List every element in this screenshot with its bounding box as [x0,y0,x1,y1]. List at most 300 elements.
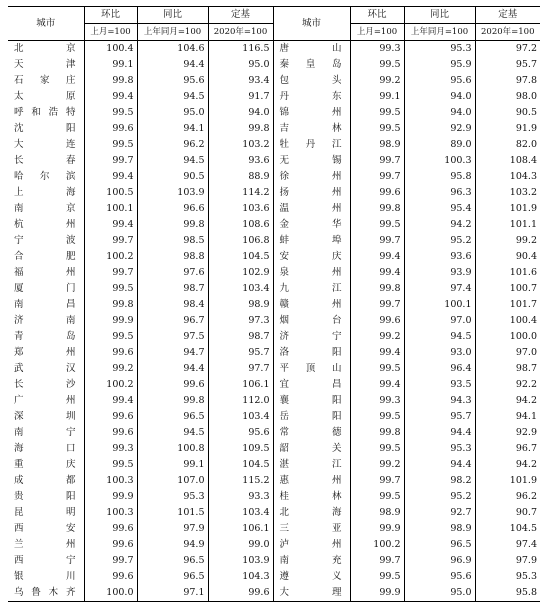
yoy-value: 96.2 [137,137,208,153]
yoy-value: 107.0 [137,473,208,489]
yoy-value: 95.0 [404,585,475,602]
yoy-value: 93.0 [404,345,475,361]
city-name: 成都 [14,475,76,486]
yoy-value: 95.0 [137,105,208,121]
city-name: 昆明 [14,507,76,518]
mom-value: 99.6 [84,537,137,553]
yoy-value: 94.3 [404,393,475,409]
city-name: 银川 [14,571,76,582]
mom-value: 99.9 [84,489,137,505]
yoy-value: 94.2 [404,217,475,233]
base-value: 97.8 [475,73,540,89]
mom-value: 99.5 [350,217,404,233]
yoy-value: 96.7 [137,313,208,329]
mom-value: 99.6 [84,409,137,425]
table-row [8,153,540,169]
city-name: 洛阳 [273,345,350,361]
yoy-value: 100.8 [137,441,208,457]
header-row [8,7,540,24]
mom-value: 99.6 [350,313,404,329]
base-value: 90.7 [475,505,540,521]
mom-value: 99.9 [350,521,404,537]
city-name: 北京 [14,43,76,54]
city-name: 上海 [14,187,76,198]
base-value: 95.8 [475,585,540,602]
base-value: 92.2 [475,377,540,393]
table-row [8,425,540,441]
city-name: 九江 [273,281,350,297]
subheader-base-right: 2020年=100 [475,24,540,41]
yoy-value: 94.5 [137,153,208,169]
base-value: 101.6 [475,265,540,281]
mom-value: 99.9 [84,313,137,329]
mom-value: 99.6 [350,185,404,201]
city-name: 宜昌 [273,377,350,393]
base-value: 95.7 [475,57,540,73]
table-row [8,489,540,505]
base-value: 97.2 [475,41,540,58]
city-name: 唐山 [273,41,350,58]
mom-value: 99.4 [350,265,404,281]
mom-value: 99.8 [350,201,404,217]
city-name: 秦皇岛 [273,57,350,73]
base-value: 114.2 [208,185,273,201]
mom-value: 99.4 [350,377,404,393]
mom-value: 99.8 [84,297,137,313]
table-row [8,457,540,473]
base-value: 91.9 [475,121,540,137]
base-value: 98.7 [475,361,540,377]
yoy-value: 94.4 [404,457,475,473]
yoy-value: 93.5 [404,377,475,393]
base-value: 108.4 [475,153,540,169]
base-value: 98.0 [475,89,540,105]
table-row [8,473,540,489]
city-name: 厦门 [14,283,76,294]
mom-value: 99.1 [350,89,404,105]
table-row [8,169,540,185]
base-value: 103.6 [208,201,273,217]
mom-value: 98.9 [350,137,404,153]
mom-value: 100.3 [84,473,137,489]
mom-value: 99.4 [84,169,137,185]
mom-value: 99.5 [350,489,404,505]
yoy-value: 94.0 [404,89,475,105]
yoy-value: 95.7 [404,409,475,425]
yoy-value: 97.5 [137,329,208,345]
mom-value: 100.2 [350,537,404,553]
base-value: 94.2 [475,457,540,473]
table-row [8,281,540,297]
mom-value: 99.5 [84,137,137,153]
base-value: 104.3 [208,569,273,585]
mom-value: 99.5 [350,409,404,425]
table-row [8,377,540,393]
city-name: 丹东 [273,89,350,105]
mom-value: 99.5 [84,329,137,345]
base-value: 103.9 [208,553,273,569]
base-value: 115.2 [208,473,273,489]
base-value: 97.3 [208,313,273,329]
mom-value: 99.2 [84,361,137,377]
city-name: 泉州 [273,265,350,281]
city-name: 西宁 [14,555,76,566]
table-row [8,313,540,329]
mom-value: 99.6 [84,521,137,537]
city-name: 石家庄 [14,75,76,86]
yoy-value: 95.6 [404,569,475,585]
base-value: 104.5 [475,521,540,537]
city-name: 重庆 [14,459,76,470]
city-name: 赣州 [273,297,350,313]
yoy-value: 95.4 [404,201,475,217]
mom-value: 99.5 [84,457,137,473]
table-row [8,41,540,58]
mom-value: 99.7 [84,153,137,169]
mom-value: 100.3 [84,505,137,521]
mom-value: 100.0 [84,585,137,602]
yoy-value: 94.7 [137,345,208,361]
yoy-value: 92.7 [404,505,475,521]
city-name: 泸州 [273,537,350,553]
yoy-value: 98.8 [137,249,208,265]
city-name: 韶关 [273,441,350,457]
mom-value: 100.1 [84,201,137,217]
city-name: 三亚 [273,521,350,537]
city-name: 西安 [14,523,76,534]
table-row [8,57,540,73]
city-name: 大理 [273,585,350,602]
base-value: 95.0 [208,57,273,73]
table-row [8,105,540,121]
yoy-value: 94.9 [137,537,208,553]
yoy-value: 95.2 [404,489,475,505]
yoy-value: 94.0 [404,105,475,121]
yoy-value: 92.9 [404,121,475,137]
base-value: 99.2 [475,233,540,249]
yoy-value: 97.9 [137,521,208,537]
base-value: 103.2 [208,137,273,153]
city-name: 青岛 [14,331,76,342]
base-value: 91.7 [208,89,273,105]
city-name: 武汉 [14,363,76,374]
mom-value: 100.2 [84,377,137,393]
city-name: 金华 [273,217,350,233]
yoy-value: 96.4 [404,361,475,377]
subheader-yoy-right: 上年同月=100 [404,24,475,41]
yoy-value: 90.5 [137,169,208,185]
table-row [8,361,540,377]
city-name: 郑州 [14,347,76,358]
mom-value: 99.3 [84,441,137,457]
city-name: 南宁 [14,427,76,438]
city-name: 常德 [273,425,350,441]
yoy-value: 89.0 [404,137,475,153]
city-name: 包头 [273,73,350,89]
yoy-value: 104.6 [137,41,208,58]
base-value: 99.6 [208,585,273,602]
base-value: 101.9 [475,473,540,489]
city-name: 烟台 [273,313,350,329]
city-name: 大连 [14,139,76,150]
city-name: 扬州 [273,185,350,201]
mom-value: 99.2 [350,73,404,89]
base-value: 100.7 [475,281,540,297]
mom-value: 99.5 [350,105,404,121]
city-name: 沈阳 [14,123,76,134]
city-name: 长沙 [14,379,76,390]
yoy-value: 93.9 [404,265,475,281]
header-base-left: 定基 [208,7,273,24]
yoy-value: 95.9 [404,57,475,73]
yoy-value: 96.3 [404,185,475,201]
table-row [8,73,540,89]
city-name: 太原 [14,91,76,102]
yoy-value: 99.1 [137,457,208,473]
yoy-value: 99.8 [137,393,208,409]
yoy-value: 94.4 [137,361,208,377]
yoy-value: 95.3 [404,41,475,58]
mom-value: 99.3 [350,393,404,409]
mom-value: 99.8 [350,425,404,441]
base-value: 93.3 [208,489,273,505]
base-value: 109.5 [208,441,273,457]
table-row [8,217,540,233]
city-name: 济南 [14,315,76,326]
yoy-value: 95.8 [404,169,475,185]
city-name: 遵义 [273,569,350,585]
yoy-value: 94.4 [137,57,208,73]
table-row [8,441,540,457]
base-value: 96.2 [475,489,540,505]
city-name: 南昌 [14,299,76,310]
mom-value: 99.7 [350,169,404,185]
base-value: 97.4 [475,537,540,553]
table-row [8,409,540,425]
city-name: 哈尔滨 [14,171,76,182]
table-body [8,41,540,602]
yoy-value: 100.3 [404,153,475,169]
table-row [8,201,540,217]
mom-value: 98.9 [350,505,404,521]
subheader-mom-right: 上月=100 [350,24,404,41]
yoy-value: 98.4 [137,297,208,313]
mom-value: 99.6 [84,121,137,137]
base-value: 97.0 [475,345,540,361]
base-value: 93.6 [208,153,273,169]
mom-value: 99.7 [350,297,404,313]
base-value: 101.9 [475,201,540,217]
base-value: 94.0 [208,105,273,121]
base-value: 90.5 [475,105,540,121]
base-value: 95.6 [208,425,273,441]
city-name: 贵阳 [14,491,76,502]
table-row [8,249,540,265]
city-name: 惠州 [273,473,350,489]
city-name: 兰州 [14,539,76,550]
city-name: 宁波 [14,235,76,246]
base-value: 102.9 [208,265,273,281]
yoy-value: 101.5 [137,505,208,521]
mom-value: 99.7 [84,265,137,281]
base-value: 99.8 [208,121,273,137]
yoy-value: 95.6 [404,73,475,89]
yoy-value: 99.8 [137,217,208,233]
mom-value: 99.5 [350,57,404,73]
mom-value: 99.7 [350,233,404,249]
yoy-value: 103.9 [137,185,208,201]
subheader-base-left: 2020年=100 [208,24,273,41]
yoy-value: 97.0 [404,313,475,329]
header-yoy-right: 同比 [404,7,475,24]
header-city-left: 城市 [8,7,84,41]
base-value: 103.2 [475,185,540,201]
yoy-value: 95.3 [404,441,475,457]
city-name: 天津 [14,59,76,70]
table-row [8,121,540,137]
yoy-value: 94.4 [404,425,475,441]
base-value: 106.1 [208,521,273,537]
city-name: 南充 [273,553,350,569]
base-value: 104.3 [475,169,540,185]
yoy-value: 97.4 [404,281,475,297]
city-name: 无锡 [273,153,350,169]
yoy-value: 98.7 [137,281,208,297]
base-value: 116.5 [208,41,273,58]
city-name: 桂林 [273,489,350,505]
city-name: 安庆 [273,249,350,265]
subheader-yoy-left: 上年同月=100 [137,24,208,41]
base-value: 88.9 [208,169,273,185]
base-value: 108.6 [208,217,273,233]
base-value: 94.1 [475,409,540,425]
mom-value: 99.4 [84,89,137,105]
yoy-value: 96.5 [137,553,208,569]
header-mom-left: 环比 [84,7,137,24]
yoy-value: 98.9 [404,521,475,537]
mom-value: 99.8 [84,73,137,89]
table-row [8,89,540,105]
price-index-table [8,6,540,602]
mom-value: 99.4 [84,393,137,409]
city-name: 蚌埠 [273,233,350,249]
city-name: 呼和浩特 [14,107,76,118]
city-name: 吉林 [273,121,350,137]
city-name: 湛江 [273,457,350,473]
yoy-value: 99.6 [137,377,208,393]
table-row [8,393,540,409]
base-value: 100.0 [475,329,540,345]
base-value: 90.4 [475,249,540,265]
header-base-right: 定基 [475,7,540,24]
base-value: 106.1 [208,377,273,393]
base-value: 104.5 [208,249,273,265]
header-yoy-left: 同比 [137,7,208,24]
yoy-value: 94.1 [137,121,208,137]
base-value: 95.7 [208,345,273,361]
mom-value: 99.7 [350,153,404,169]
mom-value: 99.6 [84,425,137,441]
base-value: 82.0 [475,137,540,153]
table-row [8,233,540,249]
mom-value: 99.7 [84,233,137,249]
city-name: 牡丹江 [273,137,350,153]
city-name: 锦州 [273,105,350,121]
yoy-value: 97.6 [137,265,208,281]
yoy-value: 95.3 [137,489,208,505]
mom-value: 100.4 [84,41,137,58]
mom-value: 99.5 [350,569,404,585]
mom-value: 99.1 [84,57,137,73]
mom-value: 99.4 [350,249,404,265]
city-name: 长春 [14,155,76,166]
table-row [8,585,540,602]
yoy-value: 96.5 [404,537,475,553]
mom-value: 99.6 [84,569,137,585]
mom-value: 99.9 [350,585,404,602]
table-row [8,297,540,313]
mom-value: 100.5 [84,185,137,201]
mom-value: 99.7 [350,473,404,489]
base-value: 96.7 [475,441,540,457]
yoy-value: 94.5 [137,425,208,441]
table-row [8,265,540,281]
city-name: 襄阳 [273,393,350,409]
city-name: 平顶山 [273,361,350,377]
base-value: 103.4 [208,409,273,425]
city-name: 广州 [14,395,76,406]
yoy-value: 96.5 [137,409,208,425]
yoy-value: 95.6 [137,73,208,89]
mom-value: 99.7 [350,553,404,569]
base-value: 101.1 [475,217,540,233]
yoy-value: 96.6 [137,201,208,217]
mom-value: 99.5 [84,281,137,297]
base-value: 99.0 [208,537,273,553]
yoy-value: 96.9 [404,553,475,569]
yoy-value: 100.1 [404,297,475,313]
mom-value: 99.3 [350,41,404,58]
header-city-right: 城市 [273,7,350,41]
base-value: 104.5 [208,457,273,473]
yoy-value: 95.2 [404,233,475,249]
city-name: 合肥 [14,251,76,262]
base-value: 97.7 [208,361,273,377]
base-value: 103.4 [208,281,273,297]
base-value: 106.8 [208,233,273,249]
yoy-value: 96.5 [137,569,208,585]
city-name: 济宁 [273,329,350,345]
table-row [8,329,540,345]
mom-value: 99.5 [350,361,404,377]
base-value: 92.9 [475,425,540,441]
mom-value: 99.4 [84,217,137,233]
yoy-value: 98.5 [137,233,208,249]
yoy-value: 97.1 [137,585,208,602]
city-name: 福州 [14,267,76,278]
mom-value: 99.2 [350,329,404,345]
subheader-mom-left: 上月=100 [84,24,137,41]
yoy-value: 93.6 [404,249,475,265]
table-row [8,137,540,153]
mom-value: 99.2 [350,457,404,473]
city-name: 徐州 [273,169,350,185]
city-name: 杭州 [14,219,76,230]
mom-value: 99.6 [84,345,137,361]
base-value: 94.2 [475,393,540,409]
mom-value: 99.5 [350,441,404,457]
base-value: 103.4 [208,505,273,521]
